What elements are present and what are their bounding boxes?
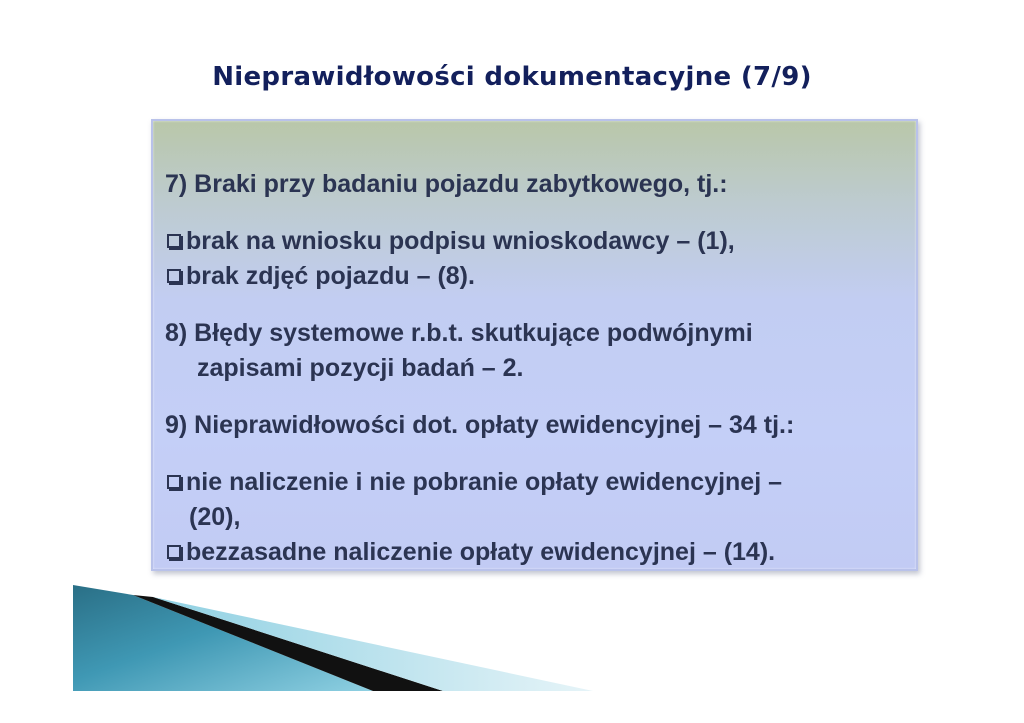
- bullet-text: brak zdjęć pojazdu – (8).: [186, 262, 475, 290]
- item-9: [165, 408, 908, 443]
- item-8-line-2: zapisami pozycji badań – 2.: [197, 354, 524, 382]
- decorative-swoosh: [73, 585, 593, 691]
- bullet-text: brak na wniosku podpisu wnioskodawcy – (1),: [186, 227, 735, 255]
- bullet-text: bezzasadne naliczenie opłaty ewidencyjnej – (14).: [186, 538, 776, 566]
- item-9-bullets: [165, 465, 908, 570]
- checkbox-bullet-icon: [167, 545, 181, 559]
- list-item: [165, 259, 908, 294]
- item-7-bullets: [165, 224, 908, 294]
- checkbox-bullet-icon: [167, 234, 181, 248]
- item-9-heading: 9) Nieprawidłowości dot. opłaty ewidencyjnej – 34 tj.:: [165, 411, 795, 439]
- checkbox-bullet-icon: [167, 269, 181, 283]
- bullet-text-continued: (20),: [189, 503, 241, 531]
- list-item: [165, 224, 908, 259]
- slide-title: Nieprawidłowości dokumentacyjne (7/9): [212, 62, 812, 92]
- panel-content: [165, 167, 908, 570]
- item-7-heading: 7) Braki przy badaniu pojazdu zabytkowego, tj.:: [165, 170, 728, 198]
- content-panel: [151, 119, 918, 571]
- item-8: [165, 316, 908, 386]
- list-item: [165, 465, 908, 500]
- checkbox-bullet-icon: [167, 475, 181, 489]
- item-8-line-1: 8) Błędy systemowe r.b.t. skutkujące podwójnymi: [165, 319, 753, 347]
- bullet-text: nie naliczenie i nie pobranie opłaty ewidencyjnej –: [186, 468, 783, 496]
- list-item: [165, 535, 908, 570]
- item-7: [165, 167, 908, 202]
